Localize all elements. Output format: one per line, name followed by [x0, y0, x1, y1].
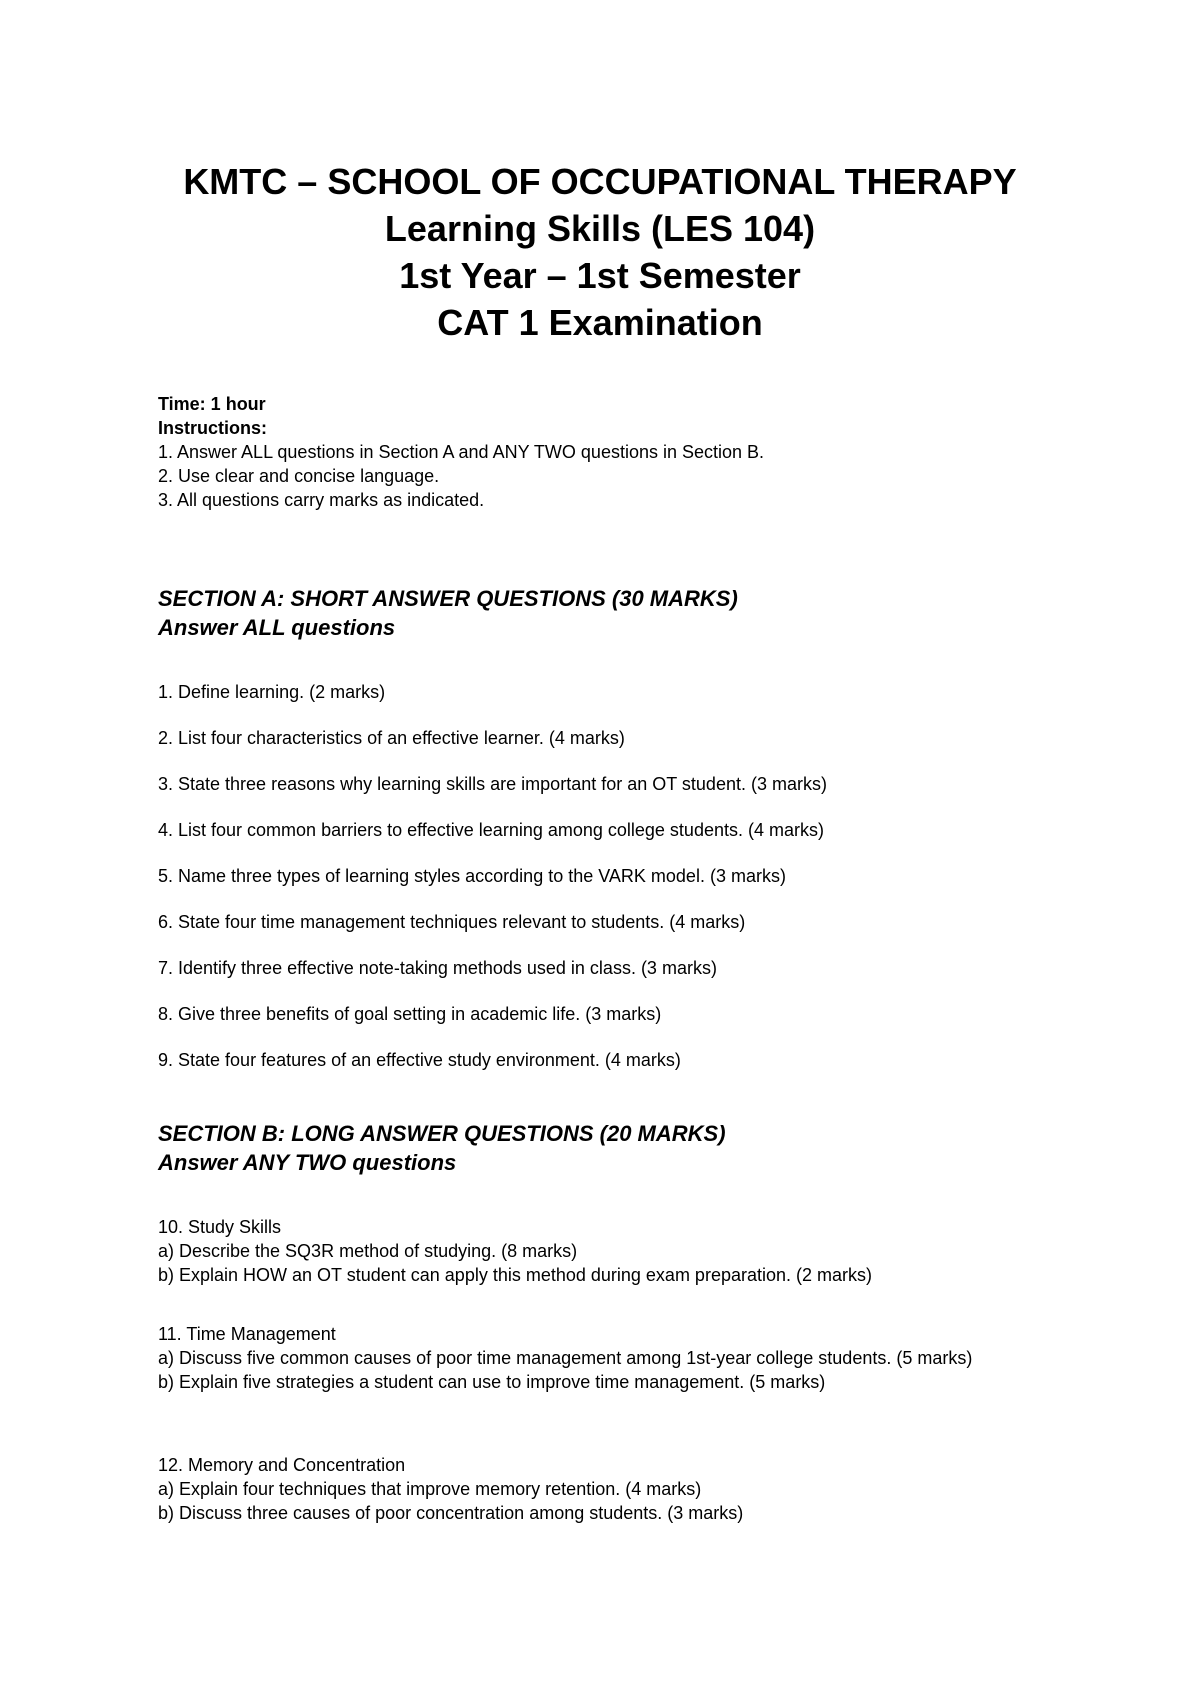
question-title: 11. Time Management [158, 1324, 336, 1344]
question-part: a) Describe the SQ3R method of studying. (8 marks) [158, 1241, 578, 1261]
question-part: b) Discuss three causes of poor concentration among students. (3 marks) [158, 1503, 744, 1523]
section-b-question [158, 1322, 1038, 1394]
section-a-question: 7. Identify three effective note-taking methods used in class. (3 marks) [158, 958, 717, 978]
course-title: Learning Skills (LES 104) [384, 208, 816, 249]
section-a-heading: SECTION A: SHORT ANSWER QUESTIONS (30 MARKS) [158, 586, 738, 611]
section-a-question: 8. Give three benefits of goal setting in academic life. (3 marks) [158, 1004, 662, 1024]
question-title: 10. Study Skills [158, 1217, 282, 1237]
question-title: 12. Memory and Concentration [158, 1455, 406, 1475]
section-a-heading-block [158, 584, 738, 642]
section-a-question: 9. State four features of an effective study environment. (4 marks) [158, 1050, 681, 1070]
section-b-question [158, 1453, 1038, 1525]
section-a-question: 5. Name three types of learning styles according to the VARK model. (3 marks) [158, 866, 786, 886]
section-a-question: 6. State four time management techniques relevant to students. (4 marks) [158, 912, 746, 932]
section-b-subheading: Answer ANY TWO questions [158, 1150, 457, 1175]
section-a-question: 3. State three reasons why learning skills are important for an OT student. (3 marks) [158, 774, 827, 794]
section-b-heading-block [158, 1119, 726, 1177]
section-a-question: 2. List four characteristics of an effective learner. (4 marks) [158, 728, 625, 748]
instruction-item: 1. Answer ALL questions in Section A and ANY TWO questions in Section B. [158, 442, 765, 462]
question-part: b) Explain five strategies a student can use to improve time management. (5 marks) [158, 1372, 826, 1392]
section-a-question: 4. List four common barriers to effective learning among college students. (4 marks) [158, 820, 824, 840]
section-a-subheading: Answer ALL questions [158, 615, 396, 640]
section-b-question [158, 1215, 1038, 1287]
instruction-item: 3. All questions carry marks as indicated. [158, 490, 485, 510]
instruction-item: 2. Use clear and concise language. [158, 466, 440, 486]
question-part: b) Explain HOW an OT student can apply this method during exam preparation. (2 marks) [158, 1265, 872, 1285]
school-title: KMTC – SCHOOL OF OCCUPATIONAL THERAPY [183, 161, 1017, 202]
level-title: 1st Year – 1st Semester [399, 255, 801, 296]
exam-meta [158, 392, 764, 512]
section-b-heading: SECTION B: LONG ANSWER QUESTIONS (20 MARKS) [158, 1121, 726, 1146]
exam-title: CAT 1 Examination [437, 302, 763, 343]
time-allowed: Time: 1 hour [158, 394, 266, 414]
question-part: a) Explain four techniques that improve memory retention. (4 marks) [158, 1479, 702, 1499]
question-part: a) Discuss five common causes of poor time management among 1st-year college students. (5 marks) [158, 1348, 973, 1368]
section-a-question: 1. Define learning. (2 marks) [158, 682, 386, 702]
instructions-label: Instructions: [158, 418, 268, 438]
exam-header [0, 158, 1200, 346]
